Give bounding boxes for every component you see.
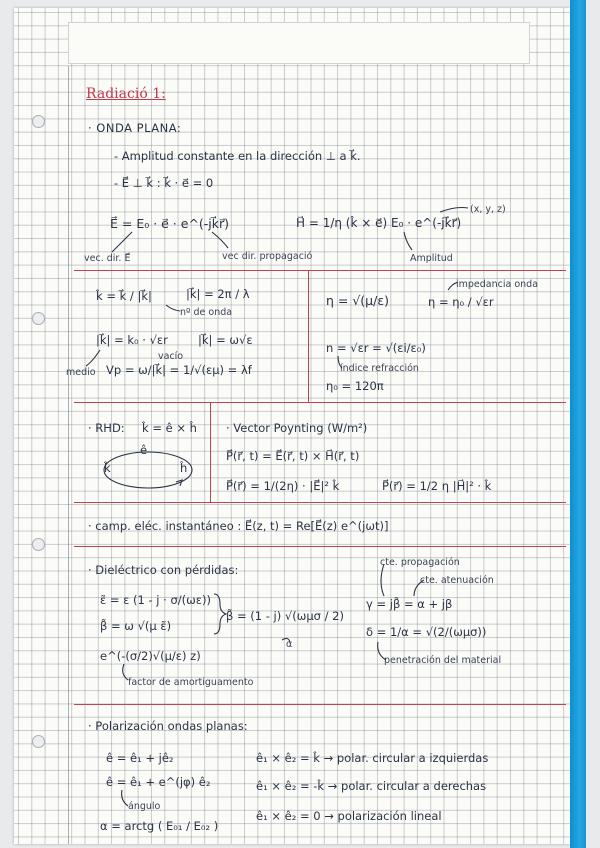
- penetracion-label: penetración del material: [384, 655, 502, 666]
- arrow-angulo: [122, 790, 128, 806]
- orthogonality-text: - E⃗ ⊥ k⃗ : k⃗ · e⃗ = 0: [114, 176, 214, 190]
- arrow-factor: [123, 664, 128, 680]
- xyz-label: (x, y, z): [470, 204, 506, 215]
- page-title: Radiació 1:: [86, 86, 166, 102]
- linear-rule: ê₁ × ê₂ = 0 → polarización lineal: [256, 809, 442, 823]
- attenuation-exponential: e^(-(σ/2)√(μ/ε) z): [100, 649, 201, 663]
- medio-label: medio: [66, 367, 96, 378]
- arrow-xyz: [440, 208, 468, 213]
- eta0-equation: η₀ = 120π: [326, 379, 384, 393]
- e-field-equation: E⃗ = E₀ · e⃗ · e^(-jk⃗r⃗): [110, 216, 230, 231]
- k-hat-equation: k̂ = k⃗ / |k⃗|: [96, 289, 152, 303]
- angulo-label: ángulo: [128, 801, 161, 812]
- rhd-e-label: ê: [140, 443, 148, 457]
- rhd-label: · RHD:: [88, 421, 125, 435]
- n-onda-label: nº de onda: [180, 307, 233, 318]
- alpha-arctg-equation: α = arctg ( E₀₁ / E₀₂ ): [100, 819, 219, 833]
- arrow-vec-prop: [212, 232, 228, 248]
- rhd-formula: k̂ = ê × ĥ: [142, 421, 197, 435]
- arrow-cte-prop: [381, 564, 384, 596]
- elliptical-basis-equation: ê = ê₁ + e^(jφ) ê₂: [106, 775, 211, 789]
- arrow-amplitud: [404, 232, 412, 250]
- cte-atenuacion-label: cte. atenuación: [420, 575, 494, 586]
- vacio-label: vacío: [158, 351, 184, 362]
- poynting-label: · Vector Poynting (W/m²): [226, 421, 368, 435]
- arrow-medio: [86, 350, 100, 366]
- arrow-indice: [338, 356, 342, 368]
- onda-plana-heading: · ONDA PLANA:: [88, 121, 182, 135]
- k-ko-equation: |k⃗| = k₀ · √εr: [96, 333, 168, 347]
- dielectrico-heading: · Dieléctrico con pérdidas:: [88, 563, 239, 577]
- rhd-loop: [104, 452, 192, 488]
- amplitud-text: - Amplitud constante en la dirección ⊥ a k⃗.: [114, 149, 361, 163]
- arrow-vec-dir: [112, 232, 132, 252]
- arrow-cte-aten: [414, 580, 424, 596]
- beta-lossy-equation: β̃ = (1 - j) √(ωμσ / 2): [226, 609, 344, 623]
- vec-prop-label: vec dir. propagació: [222, 251, 313, 262]
- cte-propagacion-label: cte. propagación: [380, 557, 460, 568]
- arrow-impedancia: [448, 282, 458, 290]
- indice-label: índice refracción: [340, 363, 419, 374]
- epsilon-complex-equation: ε̃ = ε (1 - j · σ/(ωε)): [100, 593, 211, 607]
- campo-instantaneo-text: · camp. eléc. instantáneo : E⃗(z, t) = Re[E⃗(z) e^(jωt)]: [88, 519, 389, 533]
- vec-dir-label: vec. dir. E⃗: [84, 253, 131, 264]
- brace: [214, 594, 226, 634]
- left-circular-rule: ê₁ × ê₂ = k̂ → polar. circular a izquierdas: [256, 751, 489, 765]
- eta-equation: η = √(μ/ε): [326, 293, 389, 308]
- beta-complex-equation: β̃ = ω √(μ ε̃): [100, 619, 172, 633]
- factor-amortiguamento-label: factor de amortiguamento: [128, 677, 254, 688]
- phase-velocity-equation: Vp = ω/|k⃗| = 1/√(εμ) = λf: [106, 363, 252, 377]
- polarizacion-heading: · Polarización ondas planas:: [88, 719, 248, 733]
- gamma-equation: γ = jβ̃ = α + jβ: [366, 597, 453, 611]
- poynting-h-equation: P⃗(r⃗) = 1/2 η |H⃗|² · k̂: [382, 479, 492, 493]
- amplitud-label: Amplitud: [410, 253, 453, 264]
- alpha-hook: [282, 638, 290, 642]
- k-magnitude-equation: |k⃗| = 2π / λ: [186, 287, 250, 301]
- impedancia-label: impedancia onda: [456, 279, 539, 290]
- rhd-k-label: k̂: [104, 461, 111, 475]
- poynting-instant-equation: P⃗(r⃗, t) = E⃗(r⃗, t) × H⃗(r⃗, t): [226, 449, 360, 463]
- circular-basis-equation: ê = ê₁ + jê₂: [106, 751, 174, 765]
- poynting-e-equation: P⃗(r⃗) = 1/(2η) · |E⃗|² k̂: [226, 479, 340, 493]
- eta-relative-equation: η = η₀ / √εr: [428, 295, 494, 309]
- arrow-penetracion: [378, 642, 386, 660]
- h-field-equation: H⃗ = 1/η (k̂ × e⃗) E₀ · e^(-jk⃗r⃗): [296, 216, 462, 230]
- rhd-h-label: ĥ: [180, 461, 188, 475]
- alpha-tag: α: [286, 639, 293, 650]
- k-omega-equation: |k⃗| = ω√ε: [198, 333, 253, 347]
- skin-depth-equation: δ = 1/α = √(2/(ωμσ)): [366, 625, 487, 639]
- refractive-index-equation: n = √εr = √(εi/ε₀): [326, 341, 426, 355]
- arrow-n-onda: [166, 305, 180, 311]
- right-circular-rule: ê₁ × ê₂ = -k̂ → polar. circular a derechas: [256, 779, 487, 793]
